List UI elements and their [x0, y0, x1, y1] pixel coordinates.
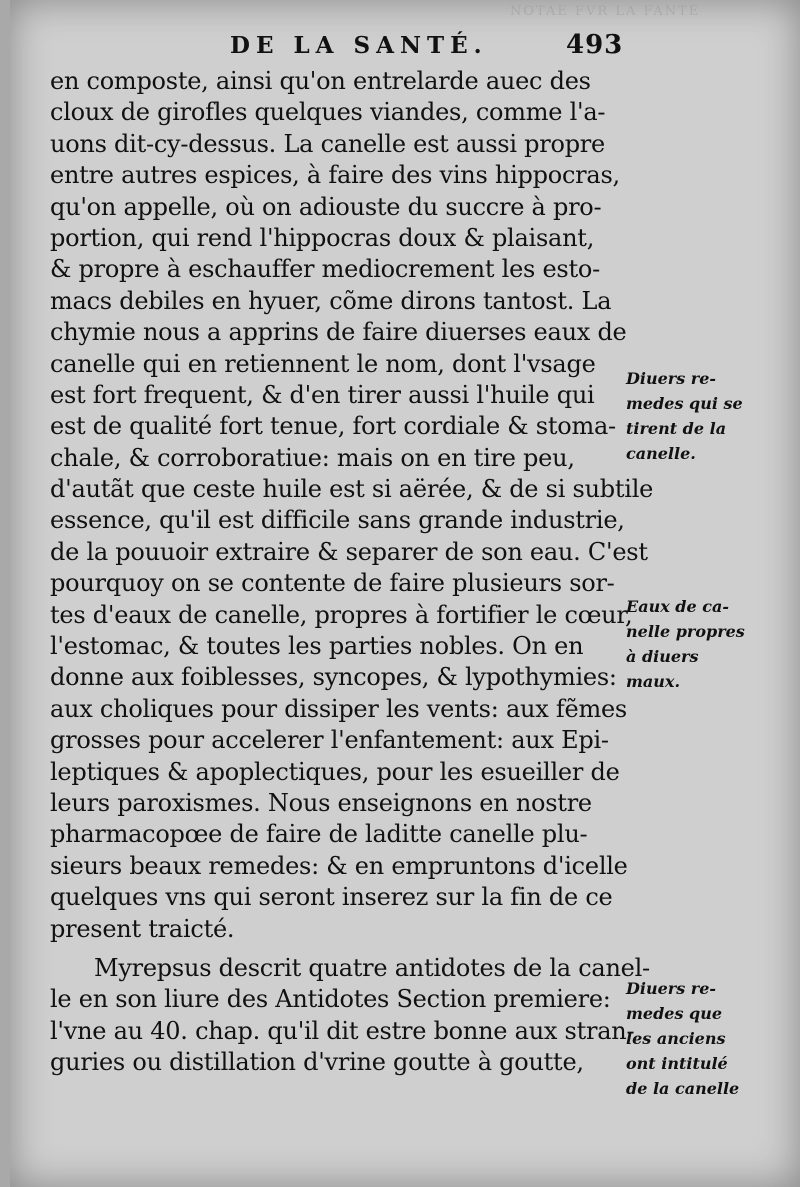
text-line: present traicté. [50, 914, 235, 943]
text-line: uons dit-cy-dessus. La canelle est aussi propre [50, 129, 605, 158]
text-line: pharmacopœe de faire de laditte canelle plu- [50, 820, 588, 849]
bleed-through-text: NOTAE FVR LA FANTÉ [510, 4, 701, 19]
text-line: sieurs beaux remedes: & en empruntons d'icelle [50, 851, 628, 880]
margin-note-line: tirent de la [626, 419, 727, 438]
text-line: essence, qu'il est difficile sans grande industrie, [50, 506, 625, 535]
text-line: l'vne au 40. chap. qu'il dit estre bonne aux stran- [50, 1016, 635, 1045]
margin-note-line: medes que [626, 1004, 723, 1023]
text-line: donne aux foiblesses, syncopes, & lypothymies: [50, 663, 617, 692]
text-line: macs debiles en hyuer, cõme dirons tantost. La [50, 286, 612, 315]
margin-note-ancients [626, 976, 796, 1101]
text-line: aux choliques pour dissiper les vents: aux fẽmes [50, 694, 627, 723]
text-line: l'estomac, & toutes les parties nobles. On en [50, 632, 584, 661]
margin-note-line: de la canelle [626, 1079, 740, 1098]
margin-note-line: Eaux de ca- [626, 597, 729, 616]
margin-note-line: Diuers re- [626, 979, 717, 998]
text-line: d'autãt que ceste huile est si aërée, & de si subtile [50, 475, 654, 504]
text-line: le en son liure des Antidotes Section premiere: [50, 985, 611, 1014]
book-page [10, 0, 800, 1187]
text-line: tes d'eaux de canelle, propres à fortifier le cœur, [50, 600, 633, 629]
text-line: pourquoy on se contente de faire plusieurs sor- [50, 569, 615, 598]
page-number: 493 [566, 30, 624, 60]
text-line: est fort frequent, & d'en tirer aussi l'huile qui [50, 380, 595, 409]
text-line: quelques vns qui seront inserez sur la fin de ce [50, 883, 613, 912]
margin-note-line: ont intitulé [626, 1054, 728, 1073]
text-line: de la pouuoir extraire & separer de son eau. C'est [50, 537, 648, 566]
margin-note-waters [626, 594, 796, 694]
text-line: en composte, ainsi qu'on entrelarde auec des [50, 67, 591, 95]
margin-note-line: nelle propres [626, 622, 745, 641]
running-head: DE LA SANTÉ. [230, 32, 488, 59]
margin-note-line: canelle. [626, 444, 696, 463]
text-line: leptiques & apoplectiques, pour les esueiller de [50, 757, 620, 786]
text-line: cloux de girofles quelques viandes, comme l'a- [50, 98, 606, 127]
page-header [10, 30, 800, 66]
margin-note-line: à diuers [626, 647, 699, 666]
margin-note-line: maux. [626, 672, 681, 691]
text-line: portion, qui rend l'hippocras doux & plaisant, [50, 223, 595, 252]
text-line: guries ou distillation d'vrine goutte à goutte, [50, 1048, 584, 1077]
text-line: canelle qui en retiennent le nom, dont l'vsage [50, 349, 596, 378]
text-line: entre autres espices, à faire des vins hippocras, [50, 161, 620, 190]
text-line: chymie nous a apprins de faire diuerses eaux de [50, 318, 627, 347]
text-line: Myrepsus descrit quatre antidotes de la canel- [94, 953, 650, 982]
margin-note-line: les anciens [626, 1029, 726, 1048]
margin-note-line: medes qui se [626, 394, 743, 413]
text-line: est de qualité fort tenue, fort cordiale & stoma- [50, 412, 616, 441]
margin-note-line: Diuers re- [626, 369, 717, 388]
text-line: chale, & corroboratiue: mais on en tire peu, [50, 443, 575, 472]
text-line: qu'on appelle, où on adiouste du succre à pro- [50, 192, 602, 221]
text-line: grosses pour accelerer l'enfantement: aux Epi- [50, 726, 609, 755]
margin-note-remedies [626, 366, 796, 466]
text-line: leurs paroxismes. Nous enseignons en nostre [50, 788, 592, 817]
paragraph-gap [50, 945, 640, 953]
text-line: & propre à eschauffer mediocrement les esto- [50, 255, 600, 284]
